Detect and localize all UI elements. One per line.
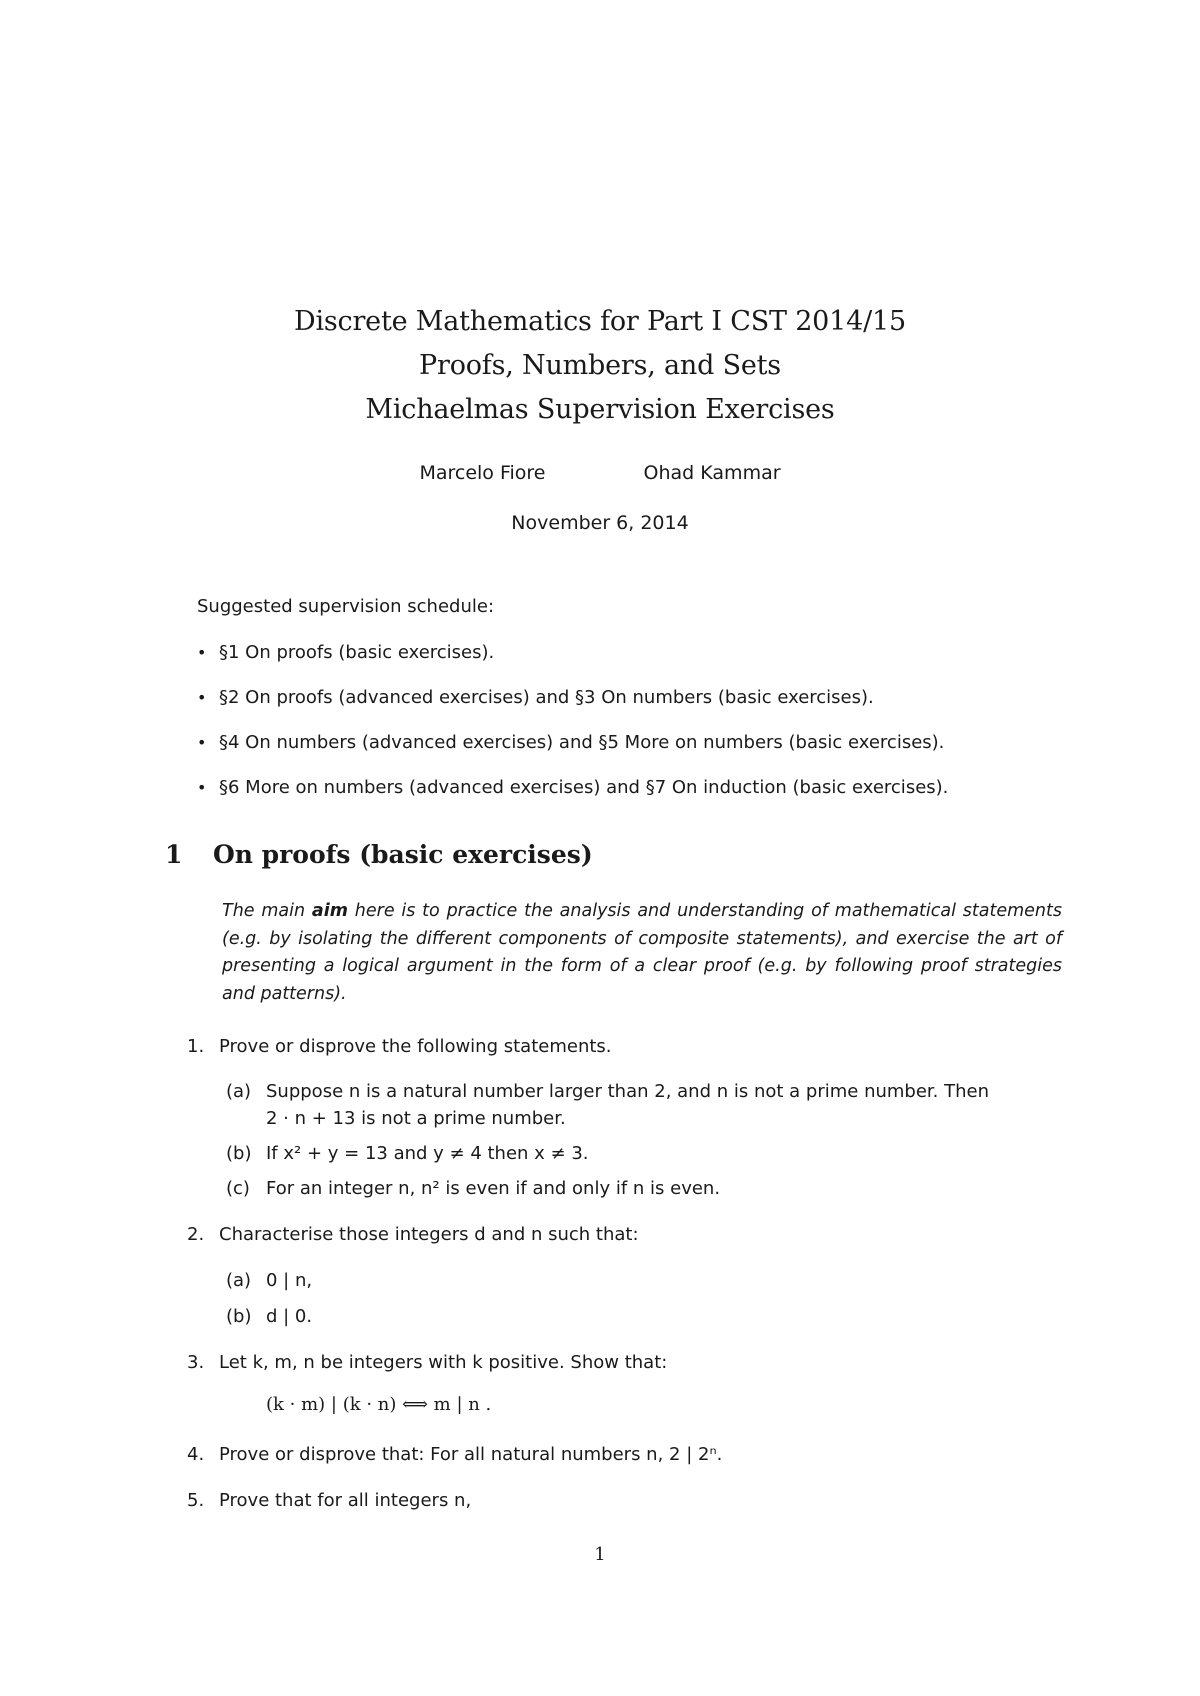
- sub-item-label: (a): [226, 1081, 252, 1102]
- page-number: 1: [594, 1544, 606, 1565]
- exercise-item: [187, 1490, 471, 1511]
- display-equation: (k · m) | (k · n) ⟺ m | n .: [266, 1394, 492, 1415]
- document-subtitle-2: Michaelmas Supervision Exercises: [365, 394, 835, 425]
- sub-item-text: For an integer n, n² is even if and only if n is even.: [266, 1178, 721, 1199]
- exercise-text: Let k, m, n be integers with k positive. Show that:: [219, 1352, 668, 1373]
- exercise-text: Prove or disprove that: For all natural numbers n, 2 | 2ⁿ.: [219, 1444, 723, 1465]
- sub-item: [226, 1178, 720, 1199]
- exercise-text: Prove that for all integers n,: [219, 1490, 472, 1511]
- schedule-item: [197, 777, 948, 822]
- sub-item-label: (a): [226, 1270, 252, 1291]
- authors: [0, 462, 1200, 484]
- schedule-item: [197, 732, 948, 777]
- schedule-item: [197, 687, 948, 732]
- document-date: November 6, 2014: [511, 512, 689, 534]
- exercise-item: [187, 1224, 639, 1245]
- document-subtitle: Proofs, Numbers, and Sets: [419, 350, 781, 381]
- section-heading: [165, 840, 593, 869]
- sub-item-text: Suppose n is a natural number larger than 2, and n is not a prime number. Then: [266, 1081, 989, 1102]
- sub-item: [226, 1081, 989, 1102]
- exercise-item: [187, 1444, 722, 1465]
- exercise-number: 4.: [187, 1444, 205, 1465]
- sub-item: [226, 1270, 312, 1291]
- exercise-item: [187, 1036, 612, 1057]
- bullet-icon: •: [197, 733, 207, 752]
- schedule-item-text: §6 More on numbers (advanced exercises) and §7 On induction (basic exercises).: [219, 777, 949, 798]
- aim-text: here is to practice the analysis and understanding of mathematical statements (e.g. by isolating the different components of composite statements), and exercise the art of presenting a logical argument in the form of a clear proof (e.g. by following proof strategies and patterns).: [222, 901, 1062, 1004]
- exercise-number: 5.: [187, 1490, 205, 1511]
- exercise-text: Prove or disprove the following statements.: [219, 1036, 612, 1057]
- schedule-label: Suggested supervision schedule:: [197, 596, 495, 617]
- exercise-number: 2.: [187, 1224, 205, 1245]
- schedule-item-text: §1 On proofs (basic exercises).: [219, 642, 495, 663]
- bullet-icon: •: [197, 643, 207, 662]
- schedule-item-text: §4 On numbers (advanced exercises) and §5 More on numbers (basic exercises).: [219, 732, 945, 753]
- schedule-item-text: §2 On proofs (advanced exercises) and §3 On numbers (basic exercises).: [219, 687, 874, 708]
- sub-item-label: (b): [226, 1143, 252, 1164]
- exercise-text: Characterise those integers d and n such that:: [219, 1224, 639, 1245]
- document-title: Discrete Mathematics for Part I CST 2014/15: [294, 306, 906, 337]
- exercise-item: [187, 1352, 667, 1373]
- schedule-list: [197, 642, 948, 822]
- section-title: On proofs (basic exercises): [213, 840, 593, 869]
- aim-keyword: aim: [311, 901, 348, 921]
- bullet-icon: •: [197, 688, 207, 707]
- schedule-item: [197, 642, 948, 687]
- sub-item-continuation: 2 · n + 13 is not a prime number.: [266, 1108, 566, 1129]
- exercise-number: 1.: [187, 1036, 205, 1057]
- sub-item: [226, 1143, 589, 1164]
- bullet-icon: •: [197, 778, 207, 797]
- exercise-number: 3.: [187, 1352, 205, 1373]
- sub-item-label: (c): [226, 1178, 250, 1199]
- sub-item-text: d | 0.: [266, 1306, 313, 1327]
- author-name: Ohad Kammar: [643, 462, 781, 484]
- sub-item-label: (b): [226, 1306, 252, 1327]
- sub-item: [226, 1306, 312, 1327]
- section-aim: [222, 898, 1062, 1008]
- aim-text: The main: [222, 901, 312, 921]
- sub-item-text: If x² + y = 13 and y ≠ 4 then x ≠ 3.: [266, 1143, 589, 1164]
- author-name: Marcelo Fiore: [419, 462, 546, 484]
- section-number: 1: [165, 840, 183, 869]
- title-block: [0, 300, 1200, 432]
- sub-item-text: 0 | n,: [266, 1270, 313, 1291]
